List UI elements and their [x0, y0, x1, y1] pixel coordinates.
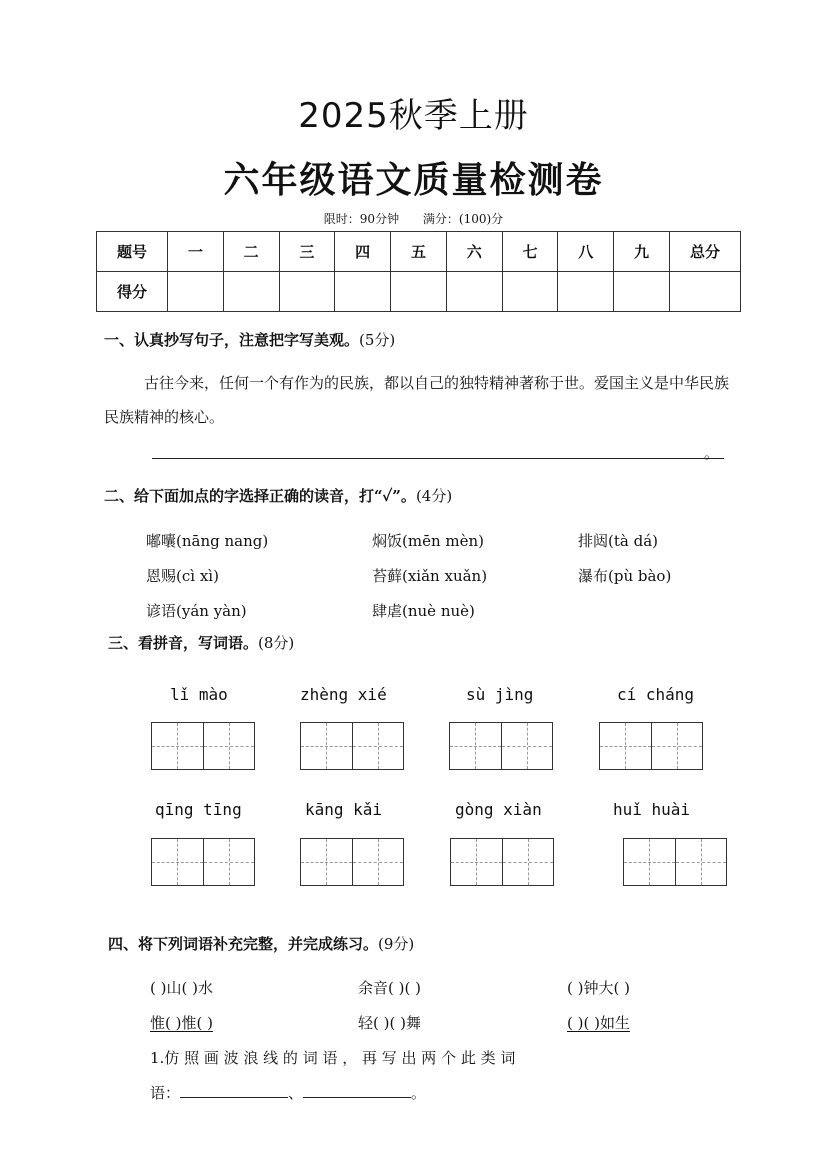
score-cell[interactable] — [391, 272, 447, 312]
score-cell[interactable] — [335, 272, 391, 312]
reading-choice-item[interactable]: 恩赐(cì xì) — [146, 567, 219, 585]
score-cell[interactable] — [279, 272, 335, 312]
pinyin-prompt: kāng kǎi — [305, 800, 383, 819]
time-limit: 限时：90分钟 — [323, 212, 400, 226]
score-header-cell: 五 — [391, 232, 447, 272]
reading-choice-item[interactable]: 排闼(tà dá) — [578, 532, 658, 550]
character-writing-grid[interactable] — [151, 838, 255, 886]
pinyin-prompt: zhèng xié — [300, 685, 387, 704]
character-writing-grid[interactable] — [623, 838, 727, 886]
idiom-fill-item-wavy[interactable]: 惟( )惟( ) — [150, 1014, 213, 1032]
reading-choice-item[interactable]: 嘟囔(nāng nang) — [146, 532, 269, 550]
score-table-header-row — [97, 232, 741, 272]
score-cell[interactable] — [670, 272, 741, 312]
section4-title: 四、将下列词语补充完整，并完成练习。(9分) — [108, 935, 415, 953]
section3-title: 三、看拼音，写词语。(8分) — [108, 634, 295, 652]
score-header-cell: 四 — [335, 232, 391, 272]
score-header-cell: 六 — [446, 232, 502, 272]
reading-choice-item[interactable]: 肆虐(nuè nuè) — [372, 602, 475, 620]
score-cell[interactable] — [614, 272, 670, 312]
character-writing-grid[interactable] — [151, 722, 255, 770]
exam-limits — [0, 210, 827, 227]
reading-choice-item[interactable]: 焖饭(mēn mèn) — [372, 532, 484, 550]
answer-blank-2[interactable] — [303, 1083, 411, 1098]
character-writing-grid[interactable] — [300, 722, 404, 770]
full-score: 满分：(100)分 — [422, 212, 504, 226]
reading-choice-item[interactable]: 苔藓(xiǎn xuǎn) — [372, 567, 488, 585]
score-cell[interactable] — [446, 272, 502, 312]
exercise-question-1: 1.仿 照 画 波 浪 线 的 词 语 ， 再 写 出 两 个 此 类 词 — [150, 1049, 516, 1067]
reading-choice-item[interactable]: 瀑布(pù bào) — [578, 567, 672, 585]
pinyin-prompt: huǐ huài — [613, 800, 691, 819]
score-cell[interactable] — [502, 272, 558, 312]
exam-title-year: 2025秋季上册 — [298, 96, 529, 136]
score-header-cell: 三 — [279, 232, 335, 272]
pinyin-prompt: cí cháng — [617, 685, 695, 704]
character-writing-grid[interactable] — [449, 722, 553, 770]
idiom-fill-item[interactable]: ( )钟大( ) — [567, 979, 630, 997]
score-header-cell: 题号 — [97, 232, 168, 272]
idiom-fill-item[interactable]: 余音( )( ) — [358, 979, 421, 997]
answer-blank-1[interactable] — [180, 1083, 288, 1098]
pinyin-prompt: qīng tīng — [155, 800, 242, 819]
reading-choice-item[interactable]: 谚语(yán yàn) — [146, 602, 247, 620]
score-header-cell: 七 — [502, 232, 558, 272]
section2-title: 二、给下面加点的字选择正确的读音，打“✓”。(4分) — [104, 487, 453, 505]
score-cell[interactable] — [558, 272, 614, 312]
idiom-fill-item-wavy[interactable]: ( )( )如生 — [567, 1014, 630, 1032]
pinyin-prompt: sù jìng — [466, 685, 534, 704]
pinyin-prompt: lǐ mào — [170, 685, 228, 704]
answer-separator: 、 — [288, 1084, 304, 1102]
score-table-score-row — [97, 272, 741, 312]
answer-end-mark: 。 — [411, 1084, 427, 1102]
score-cell[interactable] — [223, 272, 279, 312]
score-row-label: 得分 — [97, 272, 168, 312]
copy-line-end-mark: 。 — [704, 444, 720, 462]
copy-writing-line[interactable] — [152, 458, 724, 459]
idiom-fill-item[interactable]: 轻( )( )舞 — [358, 1014, 421, 1032]
score-header-cell: 总分 — [670, 232, 741, 272]
score-header-cell: 一 — [168, 232, 224, 272]
score-table — [96, 231, 741, 312]
character-writing-grid[interactable] — [300, 838, 404, 886]
exam-title: 六年级语文质量检测卷 — [223, 160, 604, 201]
section1-title: 一、认真抄写句子，注意把字写美观。(5分) — [104, 331, 396, 349]
score-header-cell: 九 — [614, 232, 670, 272]
section1-text: 古往今来，任何一个有作为的民族，都以自己的独特精神著称于世。爱国主义是中华民族民族精神的核心。 — [104, 374, 730, 426]
pinyin-prompt: gòng xiàn — [455, 800, 542, 819]
answer-prefix: 语： — [150, 1084, 181, 1102]
score-header-cell: 八 — [558, 232, 614, 272]
exercise-answer-line — [150, 1082, 426, 1103]
idiom-fill-item[interactable]: ( )山( )水 — [150, 979, 213, 997]
character-writing-grid[interactable] — [450, 838, 554, 886]
score-header-cell: 二 — [223, 232, 279, 272]
score-cell[interactable] — [168, 272, 224, 312]
character-writing-grid[interactable] — [599, 722, 703, 770]
